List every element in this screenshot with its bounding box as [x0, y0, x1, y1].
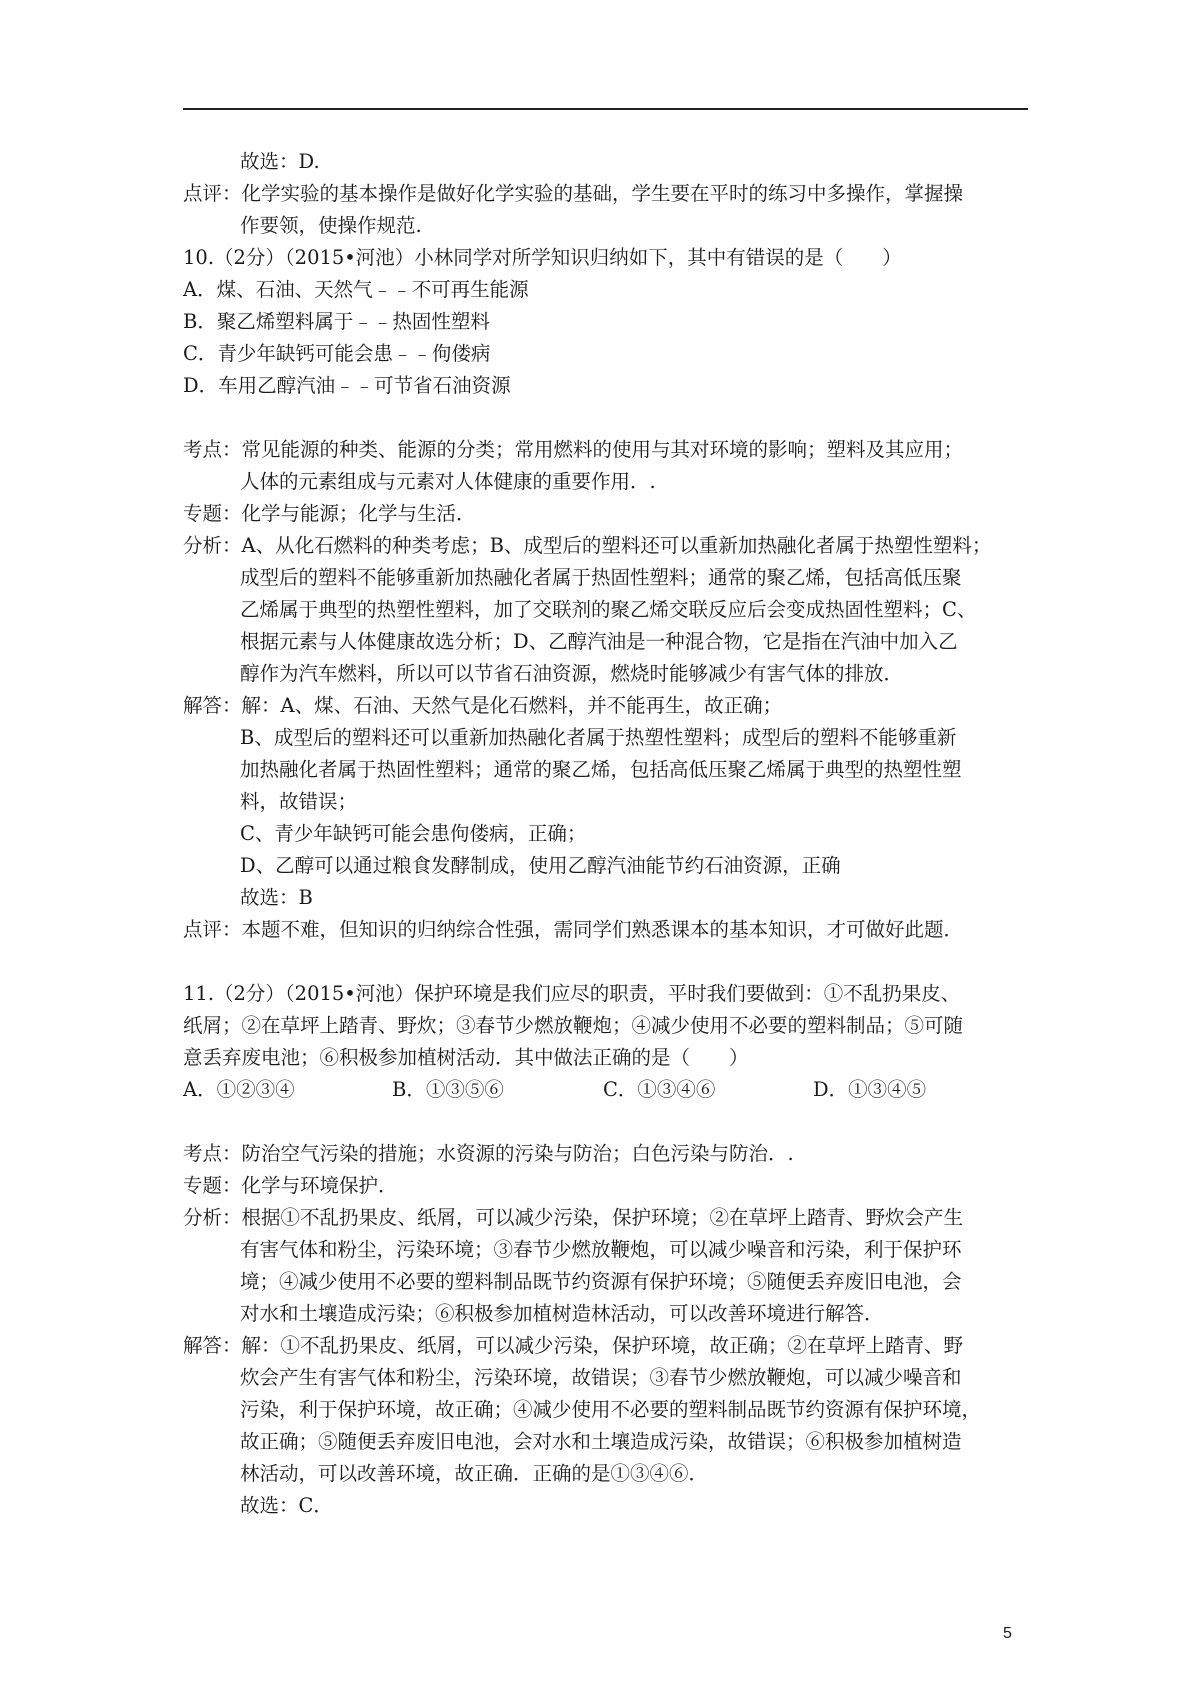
q11-fenxi: 分析：根据①不乱扔果皮、纸屑，可以减少污染，保护环境；②在草坪上踏青、野炊会产生: [183, 1206, 964, 1229]
q10-jieda: B、成型后的塑料还可以重新加热融化者属于热塑性塑料；成型后的塑料不能够重新: [240, 726, 957, 749]
q11-kaodian: 考点：防治空气污染的措施；水资源的污染与防治；白色污染与防治．.: [183, 1142, 794, 1165]
q11-jieda: 故正确；⑤随便丢弃废旧电池，会对水和土壤造成污染，故错误；⑥积极参加植树造: [240, 1430, 962, 1453]
q10-stem: 10.（2分）（2015•河池）小林同学对所学知识归纳如下，其中有错误的是（ ）: [183, 246, 902, 269]
q10-option-a: A．煤、石油、天然气﹣﹣不可再生能源: [183, 278, 529, 301]
q10-option-b: B．聚乙烯塑料属于﹣﹣热固性塑料: [183, 310, 490, 333]
q10-kaodian: 考点：常见能源的种类、能源的分类；常用燃料的使用与其对环境的影响；塑料及其应用；: [183, 438, 964, 461]
q10-dianping: 点评：本题不难，但知识的归纳综合性强，需同学们熟悉课本的基本知识，才可做好此题．: [183, 918, 964, 941]
page-number: 5: [1003, 1625, 1012, 1642]
q11-answer: 故选：C．: [240, 1494, 333, 1517]
q10-fenxi: 分析：A、从化石燃料的种类考虑；B、成型后的塑料还可以重新加热融化者属于热塑性塑料；: [183, 534, 992, 557]
q10-fenxi: 根据元素与人体健康故选分析；D、乙醇汽油是一种混合物，它是指在汽油中加入乙: [240, 630, 958, 653]
q10-answer: 故选：B: [240, 886, 313, 909]
q11-jieda: 解答：解：①不乱扔果皮、纸屑，可以减少污染，保护环境，故正确；②在草坪上踏青、野: [183, 1334, 964, 1357]
q10-jieda: 料，故错误；: [240, 790, 358, 813]
q11-jieda: 污染，利于保护环境，故正确；④减少使用不必要的塑料制品既节约资源有保护环境，: [240, 1398, 982, 1421]
q10-fenxi: 醇作为汽车燃料，所以可以节省石油资源，燃烧时能够减少有害气体的排放．: [240, 662, 904, 685]
q11-stem: 11.（2分）（2015•河池）保护环境是我们应尽的职责，平时我们要做到：①不乱扔果皮、: [183, 982, 961, 1005]
q10-option-c: C．青少年缺钙可能会患﹣﹣佝偻病: [183, 342, 491, 365]
q11-option-a: A．①②③④: [183, 1078, 295, 1101]
q11-stem: 纸屑；②在草坪上踏青、野炊；③春节少燃放鞭炮；④减少使用不必要的塑料制品；⑤可随: [183, 1014, 964, 1037]
q10-fenxi: 乙烯属于典型的热塑性塑料，加了交联剂的聚乙烯交联反应后会变成热固性塑料；C、: [240, 598, 977, 621]
q11-jieda: 林活动，可以改善环境，故正确．正确的是①③④⑥．: [240, 1462, 709, 1485]
q10-jieda: 解答：解：A、煤、石油、天然气是化石燃料，并不能再生，故正确；: [183, 694, 783, 717]
q10-jieda: C、青少年缺钙可能会患佝偻病，正确；: [240, 822, 587, 845]
q10-fenxi: 成型后的塑料不能够重新加热融化者属于热固性塑料；通常的聚乙烯，包括高低压聚: [240, 566, 962, 589]
q10-zhuanti: 专题：化学与能源；化学与生活．: [183, 502, 476, 525]
q10-jieda: 加热融化者属于热固性塑料；通常的聚乙烯，包括高低压聚乙烯属于典型的热塑性塑: [240, 758, 962, 781]
prev-comment-line: 作要领，使操作规范.: [240, 214, 422, 237]
q10-jieda: D、乙醇可以通过粮食发酵制成，使用乙醇汽油能节约石油资源，正确: [240, 854, 841, 877]
q11-option-c: C．①③④⑥: [603, 1078, 716, 1101]
q11-fenxi: 对水和土壤造成污染；⑥积极参加植树造林活动，可以改善环境进行解答．: [240, 1302, 884, 1325]
q11-option-b: B．①③⑤⑥: [392, 1078, 504, 1101]
prev-comment-line: 点评：化学实验的基本操作是做好化学实验的基础，学生要在平时的练习中多操作，掌握操: [183, 182, 964, 205]
prev-answer: 故选：D.: [240, 150, 320, 173]
q11-jieda: 炊会产生有害气体和粉尘，污染环境，故错误；③春节少燃放鞭炮，可以减少噪音和: [240, 1366, 962, 1389]
q11-zhuanti: 专题：化学与环境保护．: [183, 1174, 398, 1197]
q10-option-d: D．车用乙醇汽油﹣﹣可节省石油资源: [183, 374, 511, 397]
q11-option-d: D．①③④⑤: [813, 1078, 927, 1101]
q11-fenxi: 有害气体和粉尘，污染环境；③春节少燃放鞭炮，可以减少噪音和污染，利于保护环: [240, 1238, 962, 1261]
q11-stem: 意丢弃废电池；⑥积极参加植树活动．其中做法正确的是（ ）: [183, 1046, 749, 1069]
q10-kaodian: 人体的元素组成与元素对人体健康的重要作用．.: [240, 470, 656, 493]
header-rule: [183, 108, 1028, 110]
q11-fenxi: 境；④减少使用不必要的塑料制品既节约资源有保护环境；⑤随便丢弃废旧电池，会: [240, 1270, 962, 1293]
